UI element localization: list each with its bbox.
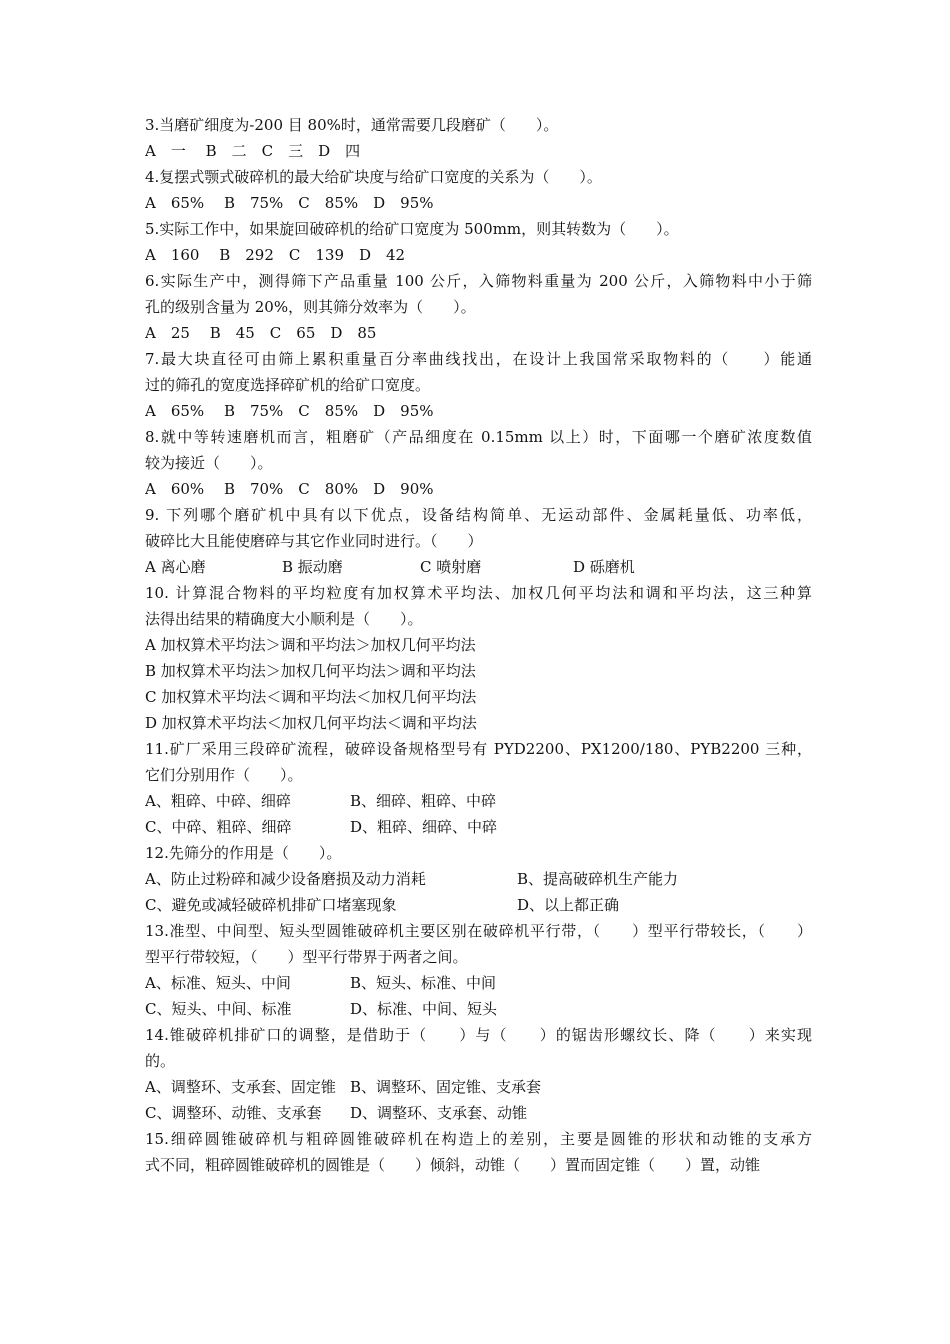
option-row <box>145 190 812 216</box>
answer-option[interactable]: C、避免或减轻破碎机排矿口堵塞现象 <box>145 896 397 914</box>
question-list <box>145 112 812 1178</box>
question-text: 3.当磨矿细度为-200 目 80%时，通常需要几段磨矿（ ）。 <box>145 116 559 134</box>
question-text-continued: 它们分别用作（ ）。 <box>145 766 303 784</box>
question-text: 4.复摆式颚式破碎机的最大给矿块度与给矿口宽度的关系为（ ）。 <box>145 168 602 186</box>
option-row <box>145 788 812 814</box>
answer-option[interactable]: A 160 B 292 C 139 D 42 <box>145 246 406 264</box>
option-row <box>145 1074 812 1100</box>
question-text: 8.就中等转速磨机而言，粗磨矿（产品细度在 0.15mm 以上）时，下面哪一个磨矿浓度数值 <box>145 428 812 446</box>
question-text: 7.最大块直径可由筛上累积重量百分率曲线找出，在设计上我国常采取物料的（ ）能通 <box>145 350 812 368</box>
question-text-continued: 过的筛孔的宽度选择碎矿机的给矿口宽度。 <box>145 376 431 394</box>
question-item <box>145 164 812 216</box>
answer-option[interactable]: A 加权算术平均法＞调和平均法＞加权几何平均法 <box>145 636 476 654</box>
answer-option[interactable]: D、以上都正确 <box>517 896 620 914</box>
question-item <box>145 1022 812 1126</box>
answer-option[interactable]: B、提高破碎机生产能力 <box>517 870 679 888</box>
question-item <box>145 580 812 736</box>
question-text-continued: 破碎比大且能使磨碎与其它作业同时进行。（ ） <box>145 532 483 550</box>
question-item <box>145 268 812 346</box>
question-text: 12.先筛分的作用是（ ）。 <box>145 844 342 862</box>
option-row <box>145 320 812 346</box>
answer-option[interactable]: C、调整环、动锥、支承套 <box>145 1104 322 1122</box>
question-item <box>145 112 812 164</box>
answer-option[interactable]: D 加权算术平均法＜加权几何平均法＜调和平均法 <box>145 714 477 732</box>
answer-option[interactable]: A 一 B 二 C 三 D 四 <box>145 142 361 160</box>
question-text-continued: 的。 <box>145 1052 176 1070</box>
question-text: 11.矿厂采用三段碎矿流程，破碎设备规格型号有 PYD2200、PX1200/180、PYB2200 三种， <box>145 740 812 758</box>
answer-option[interactable]: A、调整环、支承套、固定锥 <box>145 1078 336 1096</box>
answer-option[interactable]: A 65% B 75% C 85% D 95% <box>145 194 434 212</box>
option-row <box>145 658 812 684</box>
question-item <box>145 918 812 1022</box>
question-item <box>145 424 812 502</box>
answer-option[interactable]: A 60% B 70% C 80% D 90% <box>145 480 434 498</box>
option-row <box>145 684 812 710</box>
option-row <box>145 632 812 658</box>
question-text: 6.实际生产中，测得筛下产品重量 100 公斤，入筛物料重量为 200 公斤，入筛物料中小于筛 <box>145 272 812 290</box>
option-row <box>145 814 812 840</box>
question-text-continued: 较为接近（ ）。 <box>145 454 273 472</box>
question-text: 15.细碎圆锥破碎机与粗碎圆锥破碎机在构造上的差别，主要是圆锥的形状和动锥的支承方 <box>145 1130 812 1148</box>
answer-option[interactable]: A 65% B 75% C 85% D 95% <box>145 402 434 420</box>
answer-option[interactable]: B、短头、标准、中间 <box>350 974 497 992</box>
question-text: 9. 下列哪个磨矿机中具有以下优点，设备结构简单、无运动部件、金属耗量低、功率低， <box>145 506 812 524</box>
answer-option[interactable]: D 砾磨机 <box>573 558 635 576</box>
answer-option[interactable]: C 喷射磨 <box>420 558 482 576</box>
option-row <box>145 710 812 736</box>
option-row <box>145 996 812 1022</box>
answer-option[interactable]: A、标准、短头、中间 <box>145 974 291 992</box>
option-row <box>145 476 812 502</box>
answer-option[interactable]: D、调整环、支承套、动锥 <box>350 1104 528 1122</box>
question-item <box>145 736 812 840</box>
option-row <box>145 138 812 164</box>
answer-option[interactable]: D、粗碎、细碎、中碎 <box>350 818 498 836</box>
question-text: 13.准型、中间型、短头型圆锥破碎机主要区别在破碎机平行带，（ ）型平行带较长，（ ） <box>145 922 812 940</box>
question-text: 10. 计算混合物料的平均粒度有加权算术平均法、加权几何平均法和调和平均法，这三种算 <box>145 584 812 602</box>
question-item <box>145 346 812 424</box>
question-text: 14.锥破碎机排矿口的调整，是借助于（ ）与（ ）的锯齿形螺纹长、降（ ）来实现 <box>145 1026 812 1044</box>
answer-option[interactable]: D、标准、中间、短头 <box>350 1000 498 1018</box>
option-row <box>145 970 812 996</box>
answer-option[interactable]: B 振动磨 <box>282 558 343 576</box>
answer-option[interactable]: A、粗碎、中碎、细碎 <box>145 792 291 810</box>
answer-option[interactable]: B 加权算术平均法＞加权几何平均法＞调和平均法 <box>145 662 476 680</box>
question-item <box>145 1126 812 1178</box>
option-row <box>145 1100 812 1126</box>
answer-option[interactable]: C 加权算术平均法＜调和平均法＜加权几何平均法 <box>145 688 477 706</box>
answer-option[interactable]: A 离心磨 <box>145 558 206 576</box>
question-text-continued: 型平行带较短，（ ）型平行带界于两者之间。 <box>145 948 468 966</box>
answer-option[interactable]: C、短头、中间、标准 <box>145 1000 292 1018</box>
option-row <box>145 242 812 268</box>
question-item <box>145 840 812 918</box>
question-item <box>145 502 812 580</box>
option-row <box>145 892 812 918</box>
answer-option[interactable]: A 25 B 45 C 65 D 85 <box>145 324 377 342</box>
question-text: 5.实际工作中，如果旋回破碎机的给矿口宽度为 500mm，则其转数为（ ）。 <box>145 220 679 238</box>
option-row <box>145 398 812 424</box>
question-text-continued: 式不同，粗碎圆锥破碎机的圆锥是（ ）倾斜，动锥（ ）置而固定锥（ ）置，动锥 <box>145 1156 761 1174</box>
answer-option[interactable]: C、中碎、粗碎、细碎 <box>145 818 292 836</box>
answer-option[interactable]: B、细碎、粗碎、中碎 <box>350 792 497 810</box>
answer-option[interactable]: B、调整环、固定锥、支承套 <box>350 1078 542 1096</box>
question-text-continued: 孔的级别含量为 20%，则其筛分效率为（ ）。 <box>145 298 476 316</box>
option-row <box>145 866 812 892</box>
answer-option[interactable]: A、防止过粉碎和减少设备磨损及动力消耗 <box>145 870 426 888</box>
option-row <box>145 554 812 580</box>
question-text-continued: 法得出结果的精确度大小顺利是（ ）。 <box>145 610 423 628</box>
question-item <box>145 216 812 268</box>
